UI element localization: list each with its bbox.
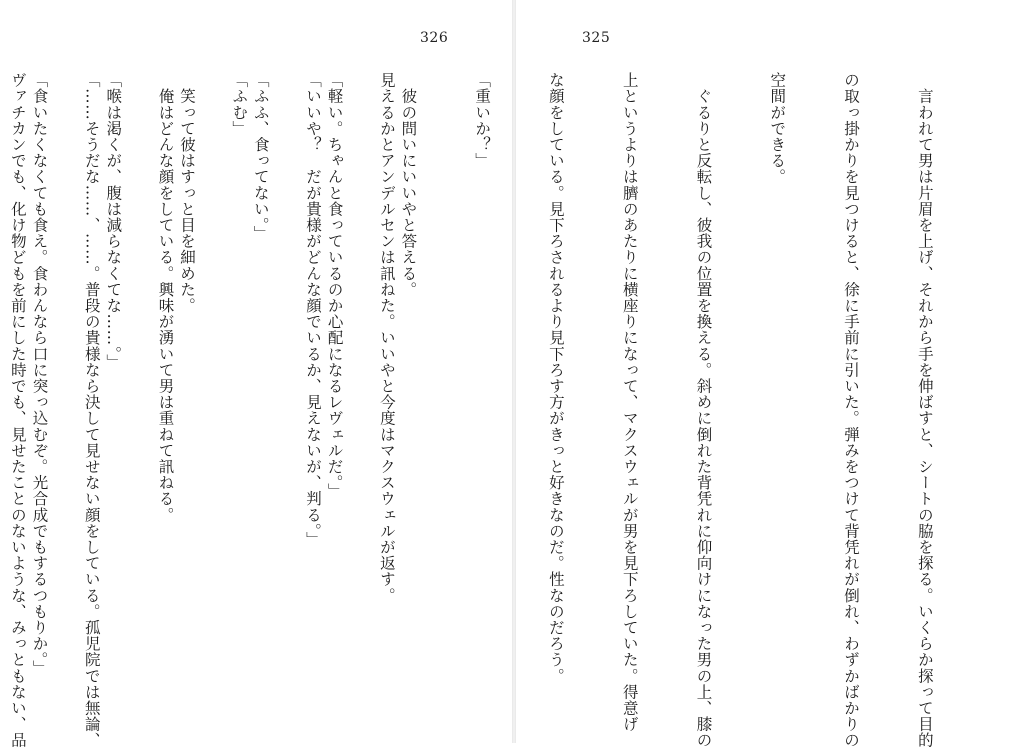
text-line: な顔をしている。見下ろされるより見下ろす方がきっと好きなのだ。性なのだろう。 [546, 72, 565, 684]
text-line: 「いいや？ だが貴様がどんな顔でいるか、見えないが、判る。」 [304, 72, 323, 548]
text-line: ぐるりと反転し、彼我の位置を換える。斜めに倒れた背凭れに仰向けになった男の上、膝の [694, 72, 713, 748]
text-line: 「ふふ、食ってない。」 [251, 72, 270, 242]
text-line: 空間ができる。 [768, 72, 787, 185]
text-line: の取っ掛かりを見つけると、徐に手前に引いた。弾みをつけて背凭れが倒れ、わずかばかりの [842, 72, 861, 748]
text-line: ヴァチカンでも、化け物どもを前にした時でも、見せたことのないような、みっともない、品 [8, 72, 27, 748]
left-page-number: 326 [420, 30, 449, 46]
text-line: 言われて男は片眉を上げ、それから手を伸ばすと、シートの脇を探る。いくらか探って目的 [915, 72, 934, 748]
text-line: 上というよりは臍のあたりに横座りになって、マクスウェルが男を見下ろしていた。得意げ [620, 72, 639, 733]
text-line: 「軽い。ちゃんと食っているのか心配になるレヴェルだ。」 [325, 72, 344, 499]
right-page-number: 325 [582, 30, 611, 46]
text-line: 「……そうだな……、……。普段の貴様なら決して見せない顔をしている。孤児院では無論、 [82, 72, 101, 748]
text-line: 「重いか？」 [473, 72, 492, 169]
text-line: 「食いたくなくても食え。食わんなら口に突っ込むぞ。光合成でもするつもりか。」 [30, 72, 49, 677]
text-line: 笑って彼はすっと目を細めた。 [178, 72, 196, 314]
text-line: 「喉は渇くが、腹は減らなくてな……。」 [104, 72, 123, 371]
text-line: 「ふむ」 [230, 72, 249, 137]
text-line: 俺はどんな顔をしている。興味が湧いて男は重ねて訊ねる。 [156, 72, 175, 523]
text-line: 見えるかとアンデルセンは訊ねた。いいやと今度はマクスウェルが返す。 [377, 72, 396, 604]
text-line: 彼の問いにいいやと答える。 [399, 72, 418, 298]
